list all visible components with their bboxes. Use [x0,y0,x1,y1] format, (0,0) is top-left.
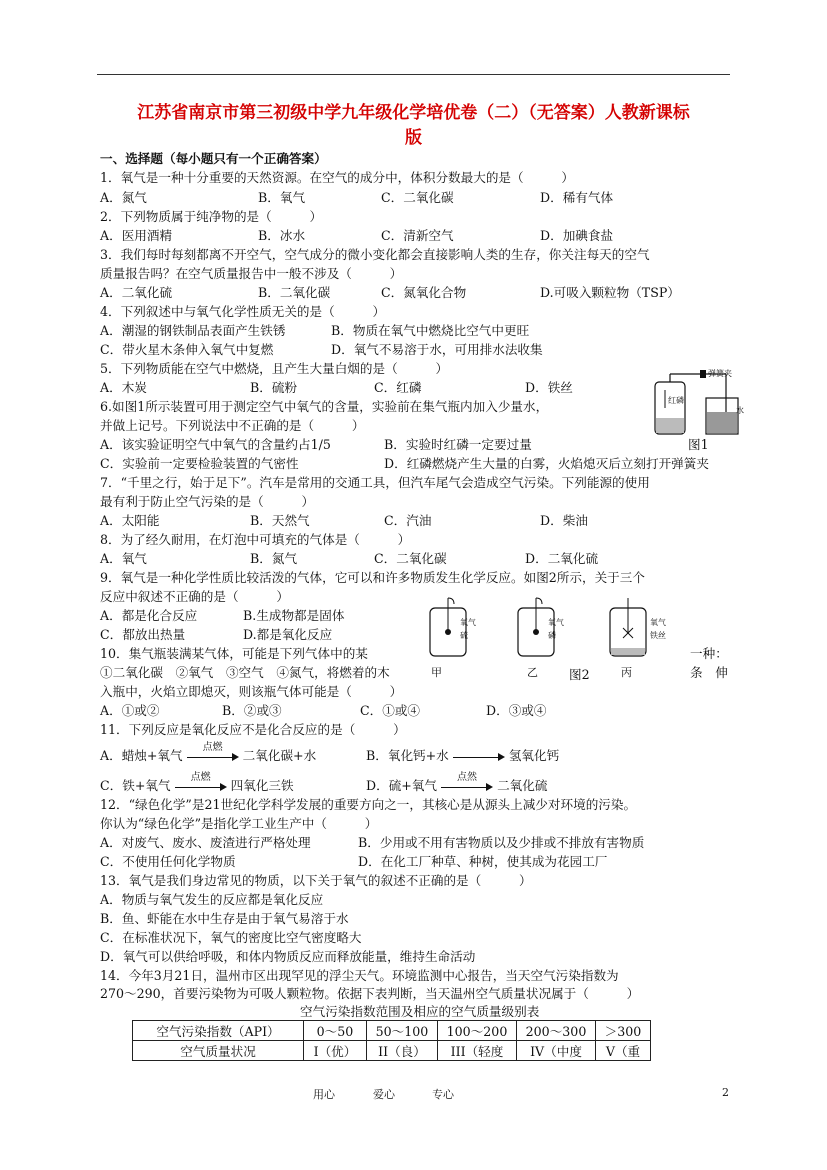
q10-option-d: D．③或④ [486,703,547,718]
q10-option-b: B．②或③ [222,703,282,718]
table-cell: ＞300 [596,1021,651,1041]
q1-option-d: D．稀有气体 [540,190,614,205]
q9-option-c: C．都放出热量 [100,627,186,642]
q3-option-c: C．氮氧化合物 [381,285,467,300]
label-jia: 甲 [431,666,442,679]
q8-option-c: C．二氧化碳 [374,551,447,566]
q6-stem: 6.如图1所示装置可用于测定空气中氧气的含量，实验前在集气瓶内加入少量水， [100,399,549,414]
table-cell: I（优） [304,1041,367,1061]
label-yi: 乙 [527,666,538,679]
figure-2-jars [420,594,670,662]
table-cell: 0～50 [304,1021,367,1041]
table-cell: 空气质量状况 [133,1041,304,1061]
table-cell: IV（中度 [517,1041,596,1061]
arrow-ignite: 点燃 [187,750,239,764]
label-oxygen-bing: 氧气 [650,618,666,627]
label-phosphorus: 红磷 [668,396,684,405]
footer-text: 爱心 [373,1088,395,1101]
q11-option-a: A．蜡烛+氧气 点燃 二氧化碳+水 [100,741,317,763]
q12-option-d: D．在化工厂种草、种树，使其成为花园工厂 [358,854,608,869]
q4-option-d: D．氧气不易溶于水，可用排水法收集 [331,342,543,357]
q3-stem: 3．我们每时每刻都离不开空气，空气成分的微小变化都会直接影响人类的生存，你关注每天的空气 [100,247,650,262]
table-cell: 50～100 [367,1021,438,1041]
q9-option-b: B.生成物都是固体 [243,608,345,623]
header-rule [97,74,730,75]
q5-option-c: C．红磷 [374,380,422,395]
q4-option-b: B．物质在氧气中燃烧比空气中更旺 [331,323,530,338]
q7-option-c: C．汽油 [384,513,432,528]
label-sulfur: 硫 [460,631,468,640]
q12-stem-cont: 你认为“绿色化学”是指化学工业生产中（ ） [100,816,378,831]
q13-option-d: D．氧气可以供给呼吸，和体内物质反应而释放能量，维持生命活动 [100,949,476,964]
arrow-ignite: 点燃 [175,780,227,794]
table-cell: 200～300 [517,1021,596,1041]
q1-option-c: C．二氧化碳 [381,190,454,205]
q7-option-d: D．柴油 [540,513,588,528]
label-clip: 弹簧夹 [708,369,732,378]
q11-stem: 11．下列反应是氧化反应不是化合反应的是（ ） [100,722,406,737]
q1-option-b: B．氧气 [258,190,306,205]
q14-stem: 14．今年3月21日，温州市区出现罕见的浮尘天气。环境监测中心报告，当天空气污染指数为 [100,968,619,983]
section-heading: 一、选择题（每小题只有一个正确答案） [100,151,327,166]
q10-stem-right: 一种： [690,646,728,661]
table-cell: 空气污染指数（API） [133,1021,304,1041]
arrow-plain [453,750,505,764]
q4-option-a: A．潮湿的钢铁制品表面产生铁锈 [100,323,286,338]
table-caption: 空气污染指数范围及相应的空气质量级别表 [300,1004,540,1019]
q13-option-b: B．鱼、虾能在水中生存是由于氧气易溶于水 [100,911,349,926]
q10-stem-cont-right: 条 伸 [690,665,728,680]
q12-option-a: A．对废气、废水、废渣进行严格处理 [100,835,311,850]
q1-stem: 1．氧气是一种十分重要的天然资源。在空气的成分中，体积分数最大的是（ ） [100,170,574,185]
table-row [133,1041,651,1061]
label-oxygen-jia: 氧气 [460,618,476,627]
q10-option-c: C．①或④ [360,703,421,718]
arrow-ignite: 点然 [441,780,493,794]
q9-option-a: A．都是化合反应 [100,608,198,623]
q13-option-c: C．在标准状况下，氧气的密度比空气密度略大 [100,930,362,945]
q11-option-c: C．铁+氧气 点燃 四氧化三铁 [100,771,294,793]
q2-option-c: C．清新空气 [381,228,454,243]
label-phosphorus-2: 磷 [548,631,556,640]
q6-option-d: D．红磷燃烧产生大量的白雾，火焰熄灭后立刻打开弹簧夹 [384,456,709,471]
q5-option-d: D．铁丝 [525,380,573,395]
page-number: 2 [722,1086,729,1099]
q7-option-a: A．太阳能 [100,513,160,528]
q1-option-a: A．氮气 [100,190,147,205]
q5-stem: 5．下列物质能在空气中燃烧，且产生大量白烟的是（ ） [100,361,449,376]
label-bing: 丙 [621,666,632,679]
q8-option-d: D．二氧化硫 [525,551,599,566]
q10-stem-cont2: 入瓶中，火焰立即熄灭，则该瓶气体可能是（ ） [100,684,403,699]
q14-stem-cont: 270～290，首要污染物为可吸人颗粒物。依据下表判断，当天温州空气质量状况属于（ ） [100,986,640,1001]
label-oxygen-yi: 氧气 [548,618,564,627]
q9-stem: 9．氧气是一种化学性质比较活泼的气体，它可以和许多物质发生化学反应。如图2所示，关于三个 [100,570,645,585]
q3-option-b: B．二氧化碳 [258,285,331,300]
figure-2-caption: 图2 [569,667,590,682]
table-cell: III（轻度 [438,1041,517,1061]
label-iron-wire: 铁丝 [650,631,666,640]
q4-option-c: C．带火星木条伸入氧气中复燃 [100,342,274,357]
q2-stem: 2．下列物质属于纯净物的是（ ） [100,209,323,224]
footer-text: 用心 [313,1088,335,1101]
q3-option-d: D.可吸入颗粒物（TSP） [540,285,680,300]
q10-stem-cont: ①二氧化碳 ②氧气 ③空气 ④氮气，将燃着的木 [100,665,390,680]
q5-option-a: A．木炭 [100,380,147,395]
label-water: 水 [736,406,744,415]
q6-option-c: C．实验前一定要检验装置的气密性 [100,456,299,471]
q7-option-b: B．天然气 [250,513,310,528]
q10-stem: 10．集气瓶装满某气体，可能是下列气体中的某 [100,646,368,661]
q8-option-b: B．氮气 [250,551,298,566]
api-table [132,1020,651,1061]
q8-stem: 8．为了经久耐用，在灯泡中可填充的气体是（ ） [100,532,411,547]
q13-option-a: A．物质与氧气发生的反应都是氧化反应 [100,892,324,907]
q2-option-d: D．加碘食盐 [540,228,614,243]
q3-stem-cont: 质量报告吗？在空气质量报告中一般不涉及（ ） [100,266,403,281]
q7-stem-cont: 最有利于防止空气污染的是（ ） [100,494,315,509]
table-row [133,1021,651,1041]
figure-1-caption: 图1 [688,437,709,452]
q11-option-d: D．硫+氧气 点然 二氧化硫 [366,771,548,793]
table-cell: II（良） [367,1041,438,1061]
q12-option-b: B．少用或不用有害物质以及少排或不排放有害物质 [358,835,645,850]
table-cell: 100～200 [438,1021,517,1041]
table-cell: V（重 [596,1041,651,1061]
page-title: 江苏省南京市第三初级中学九年级化学培优卷（二）（无答案）人教新课标 版 [137,103,690,148]
q6-stem-cont: 并做上记号。下列说法中不正确的是（ ） [100,418,365,433]
q13-stem: 13．氧气是我们身边常见的物质，以下关于氧气的叙述不正确的是（ ） [100,873,532,888]
q7-stem: 7．“千里之行，始于足下”。汽车是常用的交通工具，但汽车尾气会造成空气污染。下列能源的使用 [100,475,650,490]
q9-stem-cont: 反应中叙述不正确的是（ ） [100,589,289,604]
q2-option-b: B．冰水 [258,228,306,243]
q2-option-a: A．医用酒精 [100,228,173,243]
q6-option-a: A．该实验证明空气中氧气的含量约占1/5 [100,437,331,452]
q8-option-a: A．氧气 [100,551,147,566]
q5-option-b: B．硫粉 [250,380,298,395]
footer-text: 专心 [432,1088,454,1101]
q12-stem: 12．“绿色化学”是21世纪化学科学发展的重要方向之一，其核心是从源头上减少对环境的污染。 [100,797,637,812]
q12-option-c: C．不使用任何化学物质 [100,854,236,869]
q10-option-a: A．①或② [100,703,160,718]
q9-option-d: D.都是氧化反应 [243,627,333,642]
q3-option-a: A．二氧化硫 [100,285,173,300]
q11-option-b: B．氧化钙+水 氢氧化钙 [366,748,560,763]
q6-option-b: B．实验时红磷一定要过量 [384,437,532,452]
q4-stem: 4．下列叙述中与氧气化学性质无关的是（ ） [100,304,386,319]
